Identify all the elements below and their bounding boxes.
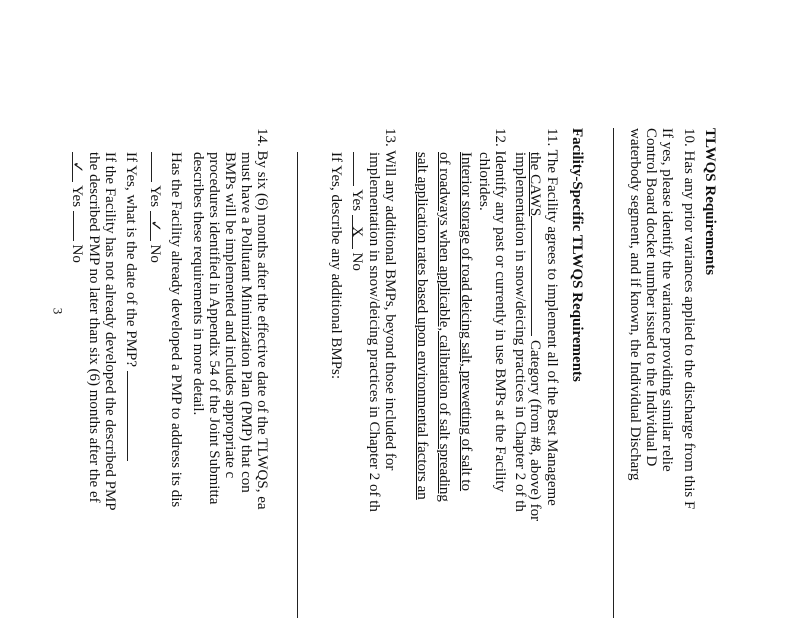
question-11-line-1: 11. The Facility agrees to implement all of the Best Manageme: [544, 128, 560, 506]
answer-line: [297, 152, 298, 618]
question-13-options: Yes X No: [349, 152, 366, 271]
q13-yes-blank[interactable]: [353, 152, 366, 186]
q14-final-yes-blank[interactable]: ✓: [72, 152, 85, 182]
question-13-line-2: implementation in snow/deicing practices in Chapter 2 of th: [366, 152, 382, 512]
pmp-date-blank[interactable]: [127, 371, 140, 461]
question-14-not-developed: If the Facility has not already developed the described PMP: [102, 152, 118, 511]
question-12-line-2: chlorides.: [476, 152, 492, 211]
question-13-followup: If Yes, describe any additional BMPs:: [328, 152, 344, 380]
q14-no-blank[interactable]: ✓: [150, 211, 163, 241]
question-12-answer-1: Interior storage of road deicing salt, prewetting of salt to: [458, 152, 474, 492]
question-10-line-3: waterbody segment, and if known, the Individual Discharg: [627, 128, 643, 481]
question-10-line-2: Control Board docket number issued to the Individual D: [643, 128, 659, 467]
question-11-line-2: the CAWS Category (from #8, above) for: [527, 152, 543, 522]
question-10: 10. Has any prior variances applied to the discharge from this F: [681, 128, 697, 510]
question-14-final-options: ✓ Yes No: [69, 152, 86, 263]
question-12-line-1: 12. Identify any past or currently in use BMPs at the Facility: [492, 128, 508, 493]
question-12-answer-3: salt application rates based upon environmental factors an: [414, 152, 430, 500]
question-13-line-1: 13. Will any additional BMPs, beyond those included for: [382, 128, 398, 471]
page-number: 3: [50, 307, 66, 315]
question-14-pmp-options: Yes ✓ No: [147, 152, 164, 263]
question-12-answer-2: of roadways when applicable, calibration of salt spreading: [436, 152, 452, 502]
question-11-line-3: implementation in snow/deicing practices in Chapter 2 of th: [512, 152, 528, 512]
question-14-not-developed-2: the described PMP no later than six (6) months after the ef: [86, 152, 102, 503]
question-10-line-1: If yes, please identify the variance providing similar relie: [659, 128, 675, 472]
category-blank[interactable]: [531, 216, 544, 336]
question-14-pmp: Has the Facility already developed a PMP to address its dis: [168, 152, 184, 508]
question-14-line-2: must have a Pollutant Minimization Plan (PMP) that con: [238, 152, 254, 493]
answer-line: [613, 128, 614, 618]
question-14-line-3: BMPs will be implemented and includes appropriate c: [222, 152, 238, 479]
q14-yes-blank[interactable]: [151, 152, 164, 182]
question-14-line-5: describes these requirements in more detail.: [190, 152, 206, 416]
section-heading-tlwqs: TLWQS Requirements: [702, 128, 718, 276]
q13-no-blank[interactable]: X: [352, 215, 365, 249]
question-14-line-1: 14. By six (6) months after the effective date of the TLWQS, ea: [254, 128, 270, 510]
section-heading-facility: Facility-Specific TLWQS Requirements: [569, 128, 585, 382]
q14-final-no-blank[interactable]: [73, 211, 86, 241]
question-14-line-4: procedures identified in Appendix 54 of the Joint Submitta: [206, 152, 222, 505]
question-14-date: If Yes, what is the date of the PMP?: [123, 152, 140, 461]
rotated-page-content: [69, 128, 718, 618]
